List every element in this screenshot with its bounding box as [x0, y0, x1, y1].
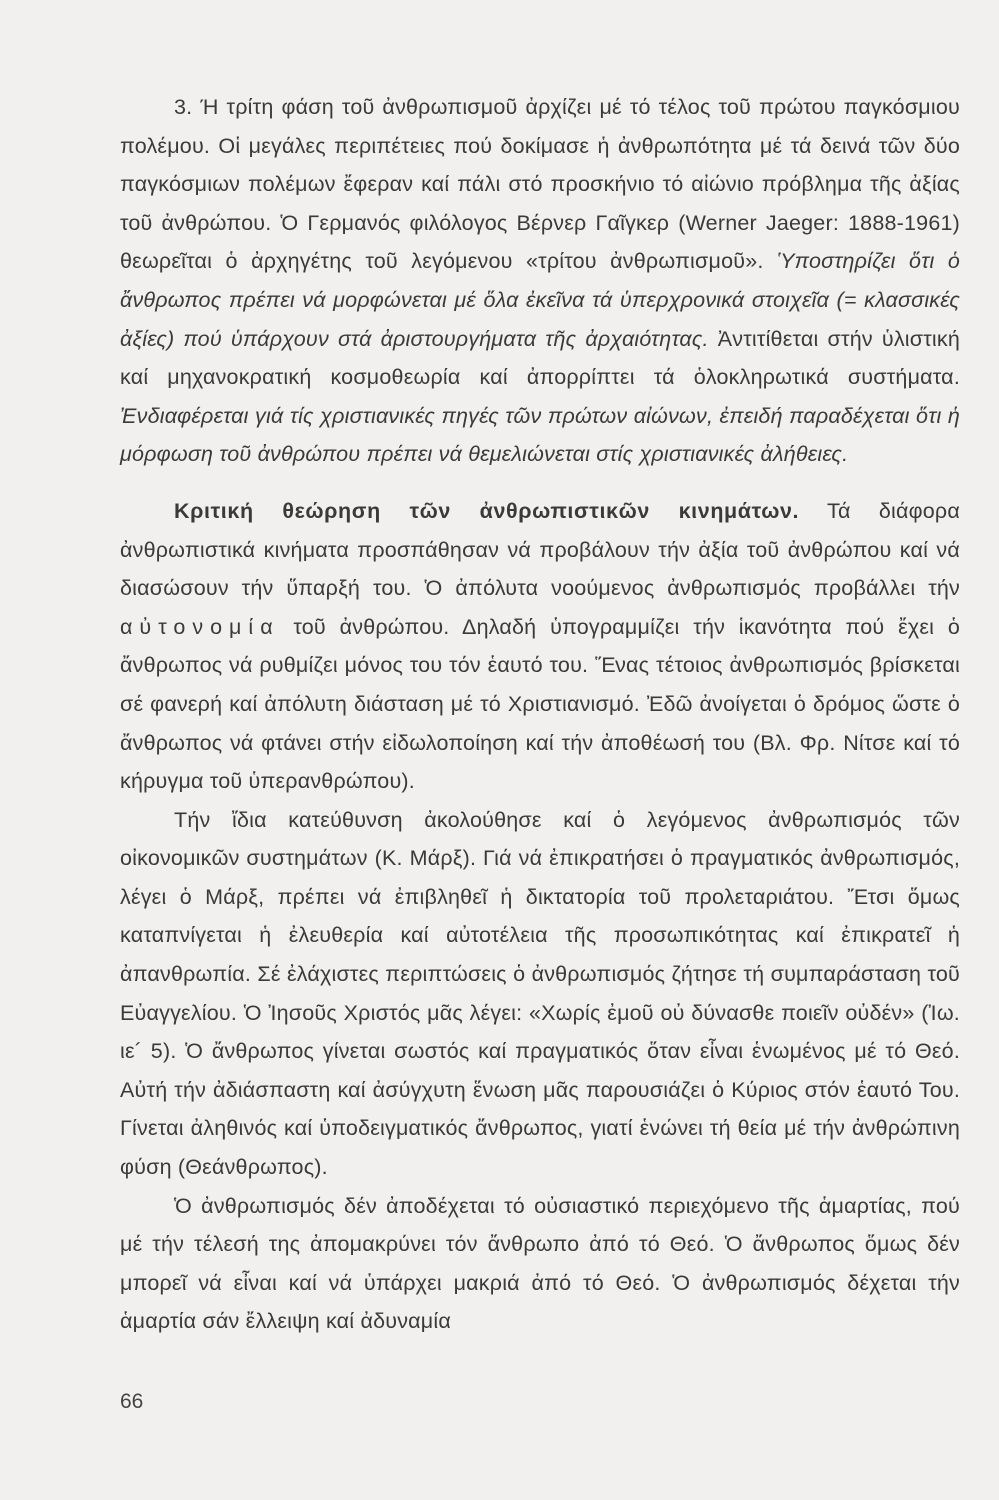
autonomy-spaced-word: αὐτονομία	[120, 614, 280, 639]
critique-text-2: τοῦ ἀνθρώπου. Δηλαδή ὑπογραμμίζει τήν ἱκανότητα πού ἔχει ὁ ἄνθρωπος νά ρυθμίζει μόνος του τόν ἑαυτό του. Ἕνας τέτοιος ἀνθρωπισμός βρίσκεται σέ φανερή καί ἀπόλυτη διάσταση μέ τό Χριστιανισμό. Ἐδῶ ἀνοίγεται ὁ δρόμος ὥστε ὁ ἄνθρωπος νά φτάνει στήν εἰδωλοποίηση καί τήν ἀποθέωσή του (Βλ. Φρ. Νίτσε καί τό κήρυγμα τοῦ ὑπερανθρώπου).	[120, 614, 960, 794]
page-text	[120, 88, 960, 1341]
page-number: 66	[120, 1390, 144, 1413]
paragraph-sin: Ὁ ἀνθρωπισμός δέν ἀποδέχεται τό οὐσιαστικό περιεχόμενο τῆς ἁμαρτίας, πού μέ τήν τέλεσή της ἀπομακρύνει τόν ἄνθρωπο ἀπό τό Θεό. Ὁ ἄνθρωπος ὅμως δέν μπορεῖ νά εἶναι καί νά ὑπάρχει μακριά ἀπό τό Θεό. Ὁ ἀνθρωπισμός δέχεται τήν ἁμαρτία σάν ἔλλειψη καί ἀδυναμία	[120, 1193, 960, 1334]
paragraph-critique	[120, 492, 960, 801]
christian-sources-italic: Ἐνδιαφέρεται γιά τίς χριστιανικές πηγές τῶν πρώτων αἰώνων, ἐπειδή παραδέχεται ὅτι ἡ μόρφωση τοῦ ἀνθρώπου πρέπει νά θεμελιώνεται στίς χριστιανικές ἀλήθειες.	[120, 403, 960, 467]
critique-text: Τά διάφορα ἀνθρωπιστικά κινήματα προσπάθησαν νά προβάλουν τήν ἀξία τοῦ ἀνθρώπου καί νά διασώσουν τήν ὕπαρξή του. Ὁ ἀπόλυτα νοούμενος ἀνθρωπισμός προβάλλει τήν	[120, 498, 960, 601]
third-humanism-text-2: Ἀντιτίθεται στήν ὑλιστική καί μηχανοκρατική κοσμοθεωρία καί ἀπορρίπτει τά ὁλοκληρωτικά συστήματα.	[120, 326, 960, 390]
third-humanism-text: 3. Ή τρίτη φάση τοῦ ἀνθρωπισμοῦ ἀρχίζει μέ τό τέλος τοῦ πρώτου παγκόσμιου πολέμου. Οἱ μεγάλες περιπέτειες πού δοκίμασε ἡ ἀνθρωπότητα μέ τά δεινά τῶν δύο παγκόσμιων πολέμων ἔφεραν καί πάλι στό προσκήνιο τό αἰώνιο πρόβλημα τῆς ἀξίας τοῦ ἀνθρώπου. Ὁ Γερμανός φιλόλογος Βέρνερ Γαῖγκερ (Werner Jaeger: 1888-1961) θεωρεῖται ὁ ἀρχηγέτης τοῦ λεγόμενου «τρίτου ἀνθρωπισμοῦ».	[120, 95, 960, 274]
paragraph-third-humanism	[120, 88, 960, 474]
paragraph-marx: Τήν ἴδια κατεύθυνση ἀκολούθησε καί ὁ λεγόμενος ἀνθρωπισμός τῶν οἰκονομικῶν συστημάτων (Κ. Μάρξ). Γιά νά ἐπικρατήσει ὁ πραγματικός ἀνθρωπισμός, λέγει ὁ Μάρξ, πρέπει νά ἐπιβληθεῖ ἡ δικτατορία τοῦ προλεταριάτου. Ἔτσι ὅμως καταπνίγεται ἡ ἐλευθερία καί αὐτοτέλεια τῆς προσωπικότητας καί ἐπικρατεῖ ἡ ἀπανθρωπία. Σέ ἐλάχιστες περιπτώσεις ὁ ἀνθρωπισμός ζήτησε τή συμπαράσταση τοῦ Εὐαγγελίου. Ὁ Ἰησοῦς Χριστός μᾶς λέγει: «Χωρίς ἐμοῦ οὐ δύνασθε ποιεῖν οὐδέν» (Ἰω. ιε´ 5). Ὁ ἄνθρωπος γίνεται σωστός καί πραγματικός ὅταν εἶναι ἑνωμένος μέ τό Θεό. Αὐτή τήν ἀδιάσπαστη καί ἀσύγχυτη ἕνωση μᾶς παρουσιάζει ὁ Κύριος στόν ἑαυτό Του. Γίνεται ἀληθινός καί ὑποδειγματικός ἄνθρωπος, γιατί ἑνώνει τή θεία μέ τήν ἀνθρώπινη φύση (Θεάνθρωπος).	[120, 807, 960, 1180]
critique-heading: Κριτική θεώρηση τῶν ἀνθρωπιστικῶν κινημάτων.	[174, 498, 800, 523]
jaeger-thesis-italic: Ὑποστηρίζει ὅτι ὁ ἄνθρωπος πρέπει νά μορφώνεται μέ ὅλα ἐκεῖνα τά ὑπερχρονικά στοιχεῖα (= κλασσικές ἀξίες) πού ὑπάρχουν στά ἀριστουργήματα τῆς ἀρχαιότητας.	[120, 249, 960, 351]
